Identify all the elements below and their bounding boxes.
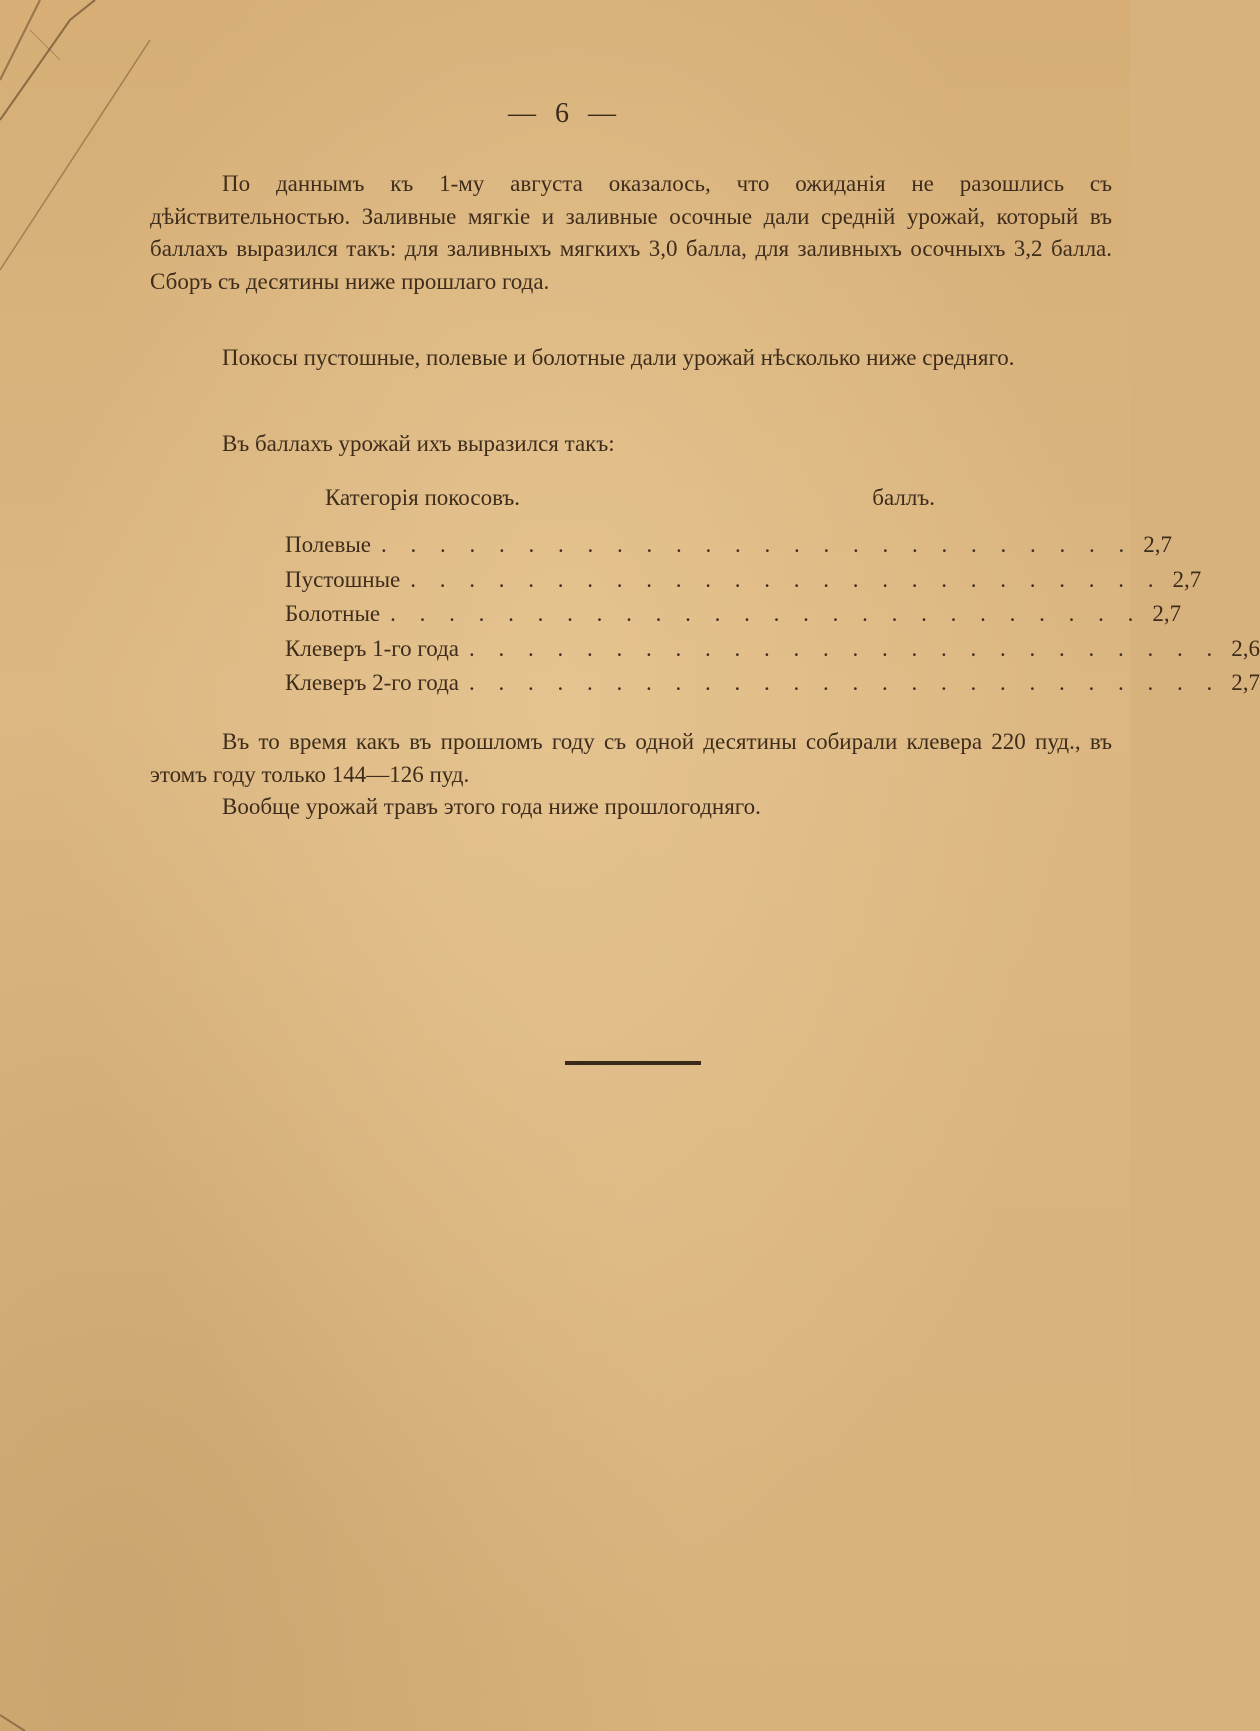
paragraph-2: Покосы пустошные, полевые и болотные дали урожай нѣсколько ниже средняго. <box>222 345 1015 370</box>
row-value: 2,7 <box>1152 601 1182 626</box>
table-row <box>285 563 1202 598</box>
table-row <box>285 528 1173 563</box>
closing-paragraphs <box>150 726 1112 824</box>
dot-leader: . . . . . . . . . . . . . . . . . . . . . . . . . . <box>468 635 1222 661</box>
header-score: баллъ. <box>872 485 935 510</box>
dot-leader: . . . . . . . . . . . . . . . . . . . . . . . . . . <box>410 566 1163 592</box>
row-value: 2,7 <box>1231 670 1260 695</box>
page-number: — 6 — <box>508 98 622 129</box>
header-category: Категорія покосовъ. <box>325 485 521 510</box>
table-row <box>285 632 1260 667</box>
row-label: Полевые <box>285 532 372 557</box>
row-label: Клеверъ 2-го года <box>285 670 459 695</box>
dot-leader: . . . . . . . . . . . . . . . . . . . . . . . . . . <box>381 532 1134 557</box>
row-value: 2,6 <box>1231 635 1260 661</box>
dot-leader: . . . . . . . . . . . . . . . . . . . . . . . . . . <box>468 670 1222 695</box>
paragraph-3: Въ баллахъ урожай ихъ выразился такъ: <box>222 431 615 456</box>
row-label: Клеверъ 1-го года <box>285 635 459 661</box>
table-header <box>325 480 945 528</box>
table-row <box>285 597 1182 632</box>
paragraph-1: По даннымъ къ 1-му августа оказалось, что ожиданія не разошлись съ дѣйствительностью. Заливные мягкіе и заливные осочные дали средній урожай, который въ баллахъ выразился такъ: для заливныхъ мягкихъ 3,0 балла, для заливныхъ осочныхъ 3,2 балла. Сборъ съ десятины ниже прошлаго года. <box>150 171 1112 294</box>
row-label: Пустошные <box>285 566 401 592</box>
score-table <box>285 480 1260 701</box>
table-row <box>285 666 1260 701</box>
closing-rule <box>565 1061 701 1065</box>
dot-leader: . . . . . . . . . . . . . . . . . . . . . . . . . . <box>390 601 1143 626</box>
row-label: Болотные <box>285 601 381 626</box>
paragraph-4: Въ то время какъ въ прошломъ году съ одной десятины собирали клевера 220 пуд., въ этомъ году только 144—126 пуд. <box>150 729 1112 787</box>
paragraph-5: Вообще урожай травъ этого года ниже прошлогодняго. <box>222 794 761 819</box>
row-value: 2,7 <box>1172 566 1202 592</box>
row-value: 2,7 <box>1143 532 1173 557</box>
